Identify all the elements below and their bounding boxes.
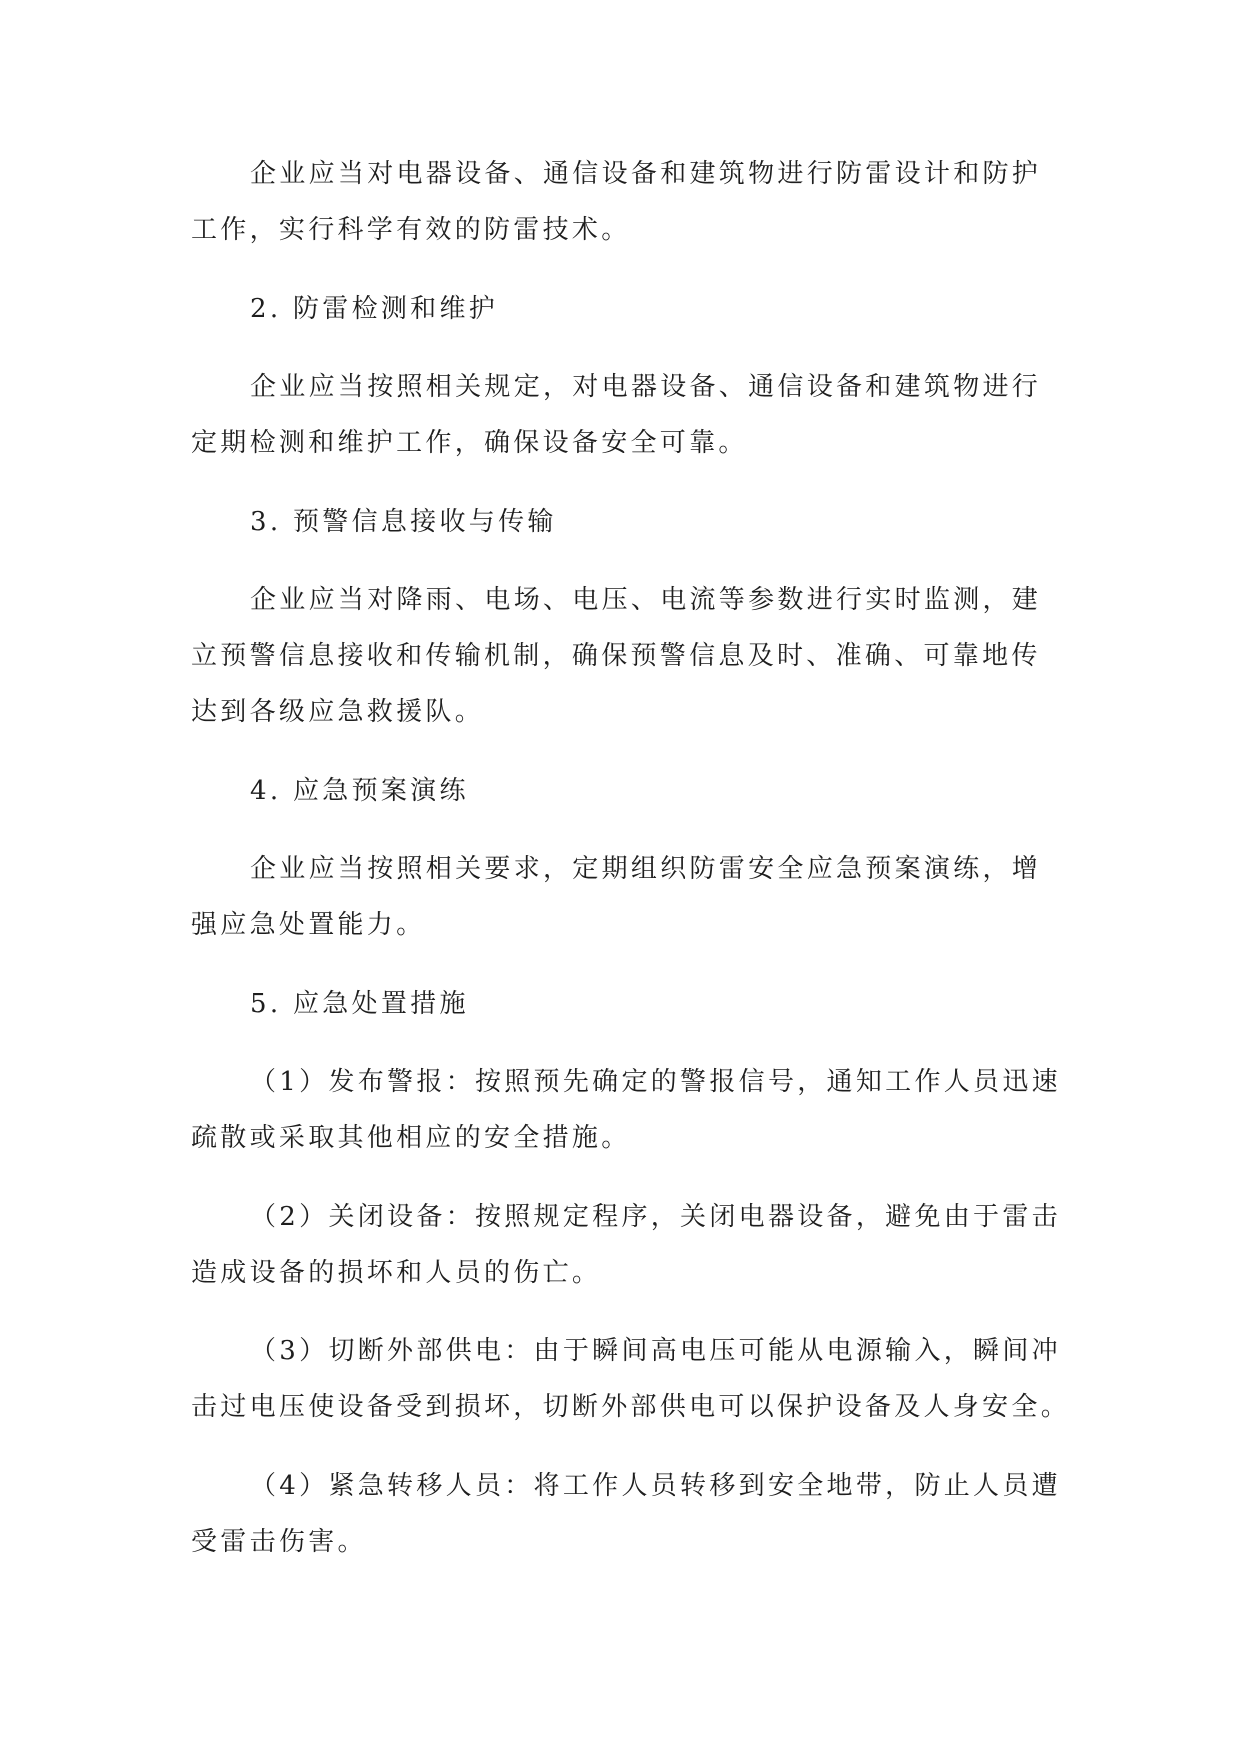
text-line: 达到各级应急救援队。 [191,697,485,727]
text-line: 企业应当对降雨、电场、电压、电流等参数进行实时监测，建 [250,585,1042,615]
text-line: 企业应当按照相关要求，定期组织防雷安全应急预案演练，增 [250,854,1042,884]
body-paragraph [191,359,1191,471]
text-line: 企业应当按照相关规定，对电器设备、通信设备和建筑物进行 [250,372,1042,402]
text-line: 击过电压使设备受到损坏，切断外部供电可以保护设备及人身安全。 [191,1392,1071,1422]
heading-text: 2. 防雷检测和维护 [250,293,499,324]
measure-item [191,1189,1191,1301]
text-line: 强应急处置能力。 [191,910,426,940]
body-paragraph [191,841,1191,953]
text-line: （3）切断外部供电：由于瞬间高电压可能从电源输入，瞬间冲 [250,1336,1061,1366]
section-heading [191,763,1191,819]
text-line: 受雷击伤害。 [191,1526,367,1557]
text-line: 定期检测和维护工作，确保设备安全可靠。 [191,428,748,458]
section-heading [191,494,1191,550]
document-body [191,146,1191,1592]
text-line: 企业应当对电器设备、通信设备和建筑物进行防雷设计和防护 [250,159,1042,189]
measure-item [191,1323,1191,1435]
text-line: 工作，实行科学有效的防雷技术。 [191,215,631,245]
body-paragraph [191,146,1191,258]
heading-text: 5. 应急处置措施 [250,988,469,1019]
heading-text: 4. 应急预案演练 [250,775,469,806]
measure-item [191,1458,1191,1570]
measure-item [191,1054,1191,1166]
section-heading [191,281,1191,337]
text-line: （2）关闭设备：按照规定程序，关闭电器设备，避免由于雷击 [250,1201,1061,1232]
text-line: 造成设备的损坏和人员的伤亡。 [191,1257,602,1288]
body-paragraph [191,572,1191,740]
text-line: 立预警信息接收和传输机制，确保预警信息及时、准确、可靠地传 [191,641,1041,671]
text-line: 疏散或采取其他相应的安全措施。 [191,1123,631,1153]
text-line: （1）发布警报：按照预先确定的警报信号，通知工作人员迅速 [250,1067,1061,1097]
section-heading [191,976,1191,1032]
text-line: （4）紧急转移人员：将工作人员转移到安全地带，防止人员遭 [250,1470,1061,1501]
heading-text: 3. 预警信息接收与传输 [250,506,557,537]
